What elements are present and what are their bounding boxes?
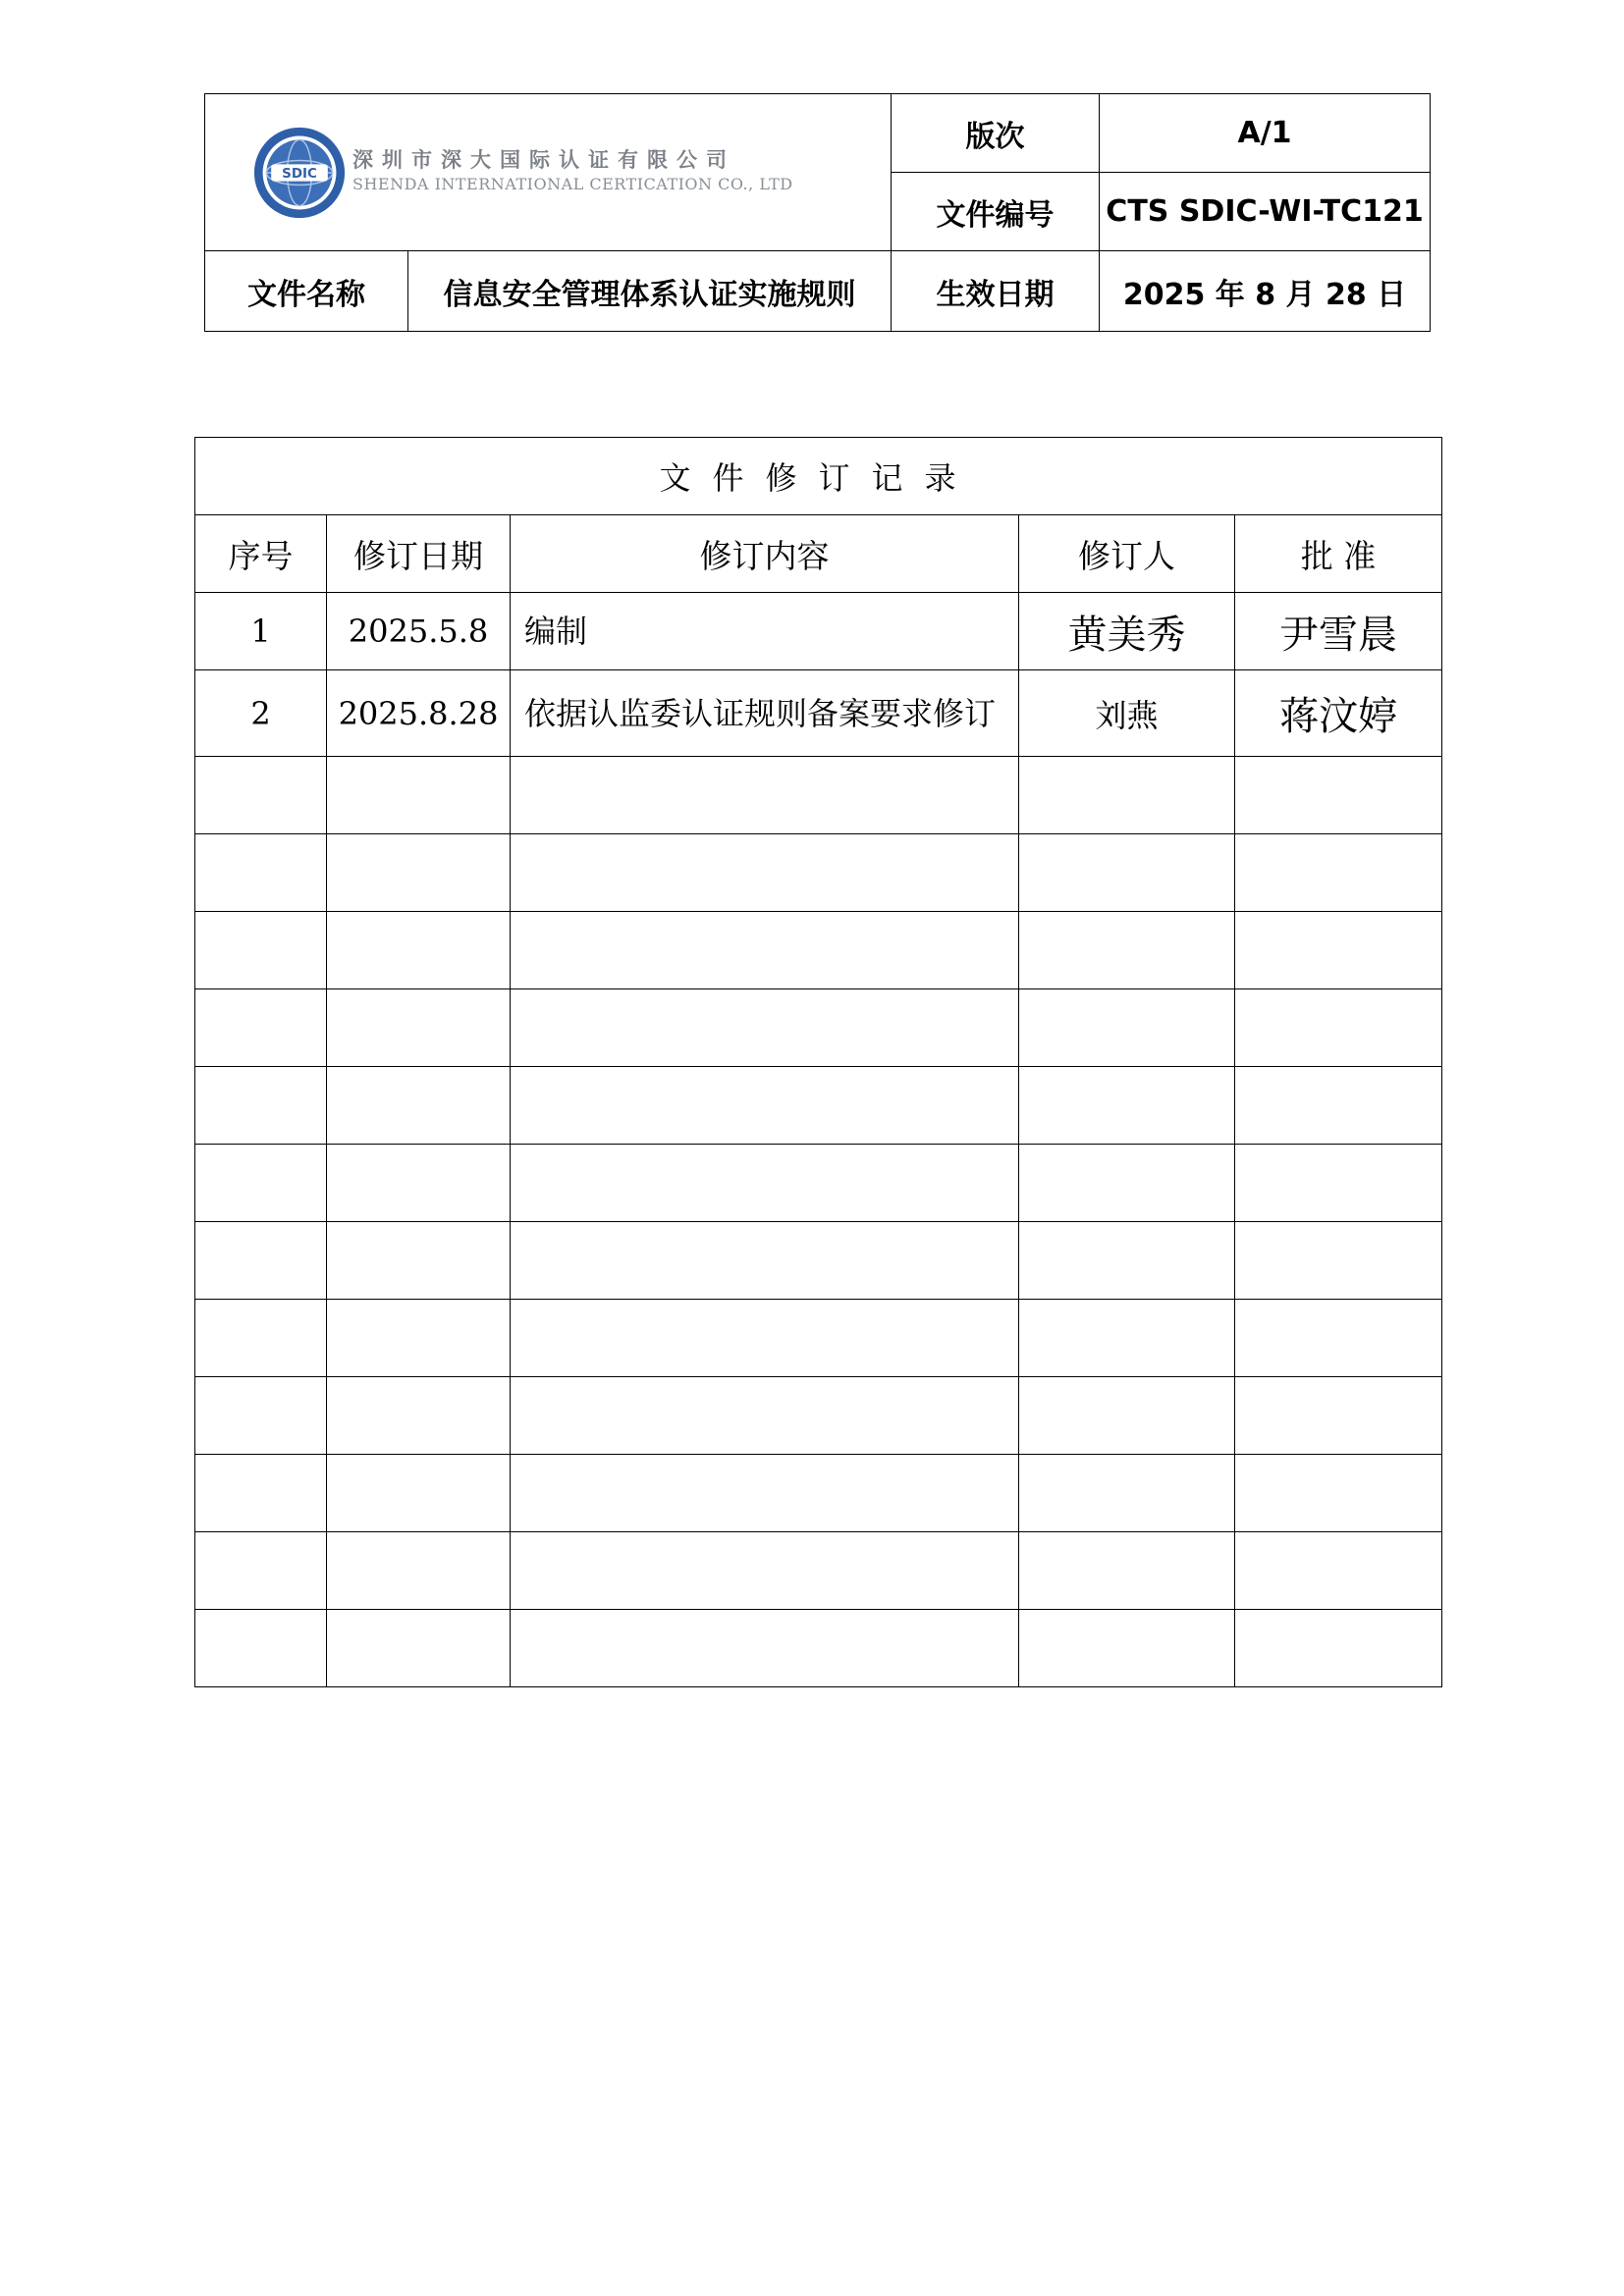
row-no: 1 — [195, 593, 327, 670]
empty-cell — [1235, 1610, 1442, 1687]
table-row — [195, 593, 1442, 670]
row-no: 2 — [195, 670, 327, 757]
revision-record-table — [194, 437, 1442, 1687]
empty-cell — [1019, 1067, 1235, 1145]
version-value: A/1 — [1100, 94, 1431, 173]
empty-cell — [1235, 1222, 1442, 1300]
empty-table-row — [195, 1455, 1442, 1532]
empty-table-row — [195, 989, 1442, 1067]
row-approver-signature: 蒋汶婷 — [1235, 670, 1442, 757]
empty-cell — [195, 1532, 327, 1610]
empty-cell — [511, 912, 1019, 989]
company-emblem-icon — [252, 126, 347, 220]
empty-cell — [327, 1222, 511, 1300]
company-name-cn: 深圳市深大国际认证有限公司 — [352, 146, 735, 172]
table-row — [195, 670, 1442, 757]
company-name-en: SHENDA INTERNATIONAL CERTICATION CO., LTD — [352, 174, 793, 193]
doc-number-label: 文件编号 — [892, 173, 1100, 251]
empty-cell — [511, 1455, 1019, 1532]
empty-cell — [1235, 1067, 1442, 1145]
empty-cell — [195, 912, 327, 989]
empty-cell — [195, 1222, 327, 1300]
empty-cell — [195, 1067, 327, 1145]
empty-cell — [511, 1067, 1019, 1145]
empty-cell — [1235, 757, 1442, 834]
empty-cell — [1235, 1300, 1442, 1377]
empty-cell — [327, 1067, 511, 1145]
empty-cell — [1019, 1377, 1235, 1455]
empty-cell — [327, 1455, 511, 1532]
empty-cell — [195, 1455, 327, 1532]
empty-cell — [195, 834, 327, 912]
empty-cell — [1235, 834, 1442, 912]
row-reviser-signature: 刘燕 — [1019, 670, 1235, 757]
version-label: 版次 — [892, 94, 1100, 173]
row-date: 2025.5.8 — [327, 593, 511, 670]
empty-cell — [195, 989, 327, 1067]
empty-cell — [511, 989, 1019, 1067]
empty-cell — [327, 912, 511, 989]
empty-cell — [195, 1145, 327, 1222]
company-logo-cell — [205, 94, 892, 251]
empty-cell — [327, 1532, 511, 1610]
empty-cell — [195, 1300, 327, 1377]
empty-cell — [511, 757, 1019, 834]
empty-cell — [1235, 912, 1442, 989]
empty-cell — [195, 1610, 327, 1687]
doc-name-value: 信息安全管理体系认证实施规则 — [408, 251, 892, 332]
empty-table-row — [195, 1300, 1442, 1377]
document-header — [204, 93, 1431, 332]
empty-cell — [511, 1610, 1019, 1687]
empty-cell — [327, 1610, 511, 1687]
empty-cell — [511, 1532, 1019, 1610]
empty-cell — [327, 1145, 511, 1222]
empty-table-row — [195, 834, 1442, 912]
empty-cell — [1235, 1145, 1442, 1222]
empty-table-row — [195, 1222, 1442, 1300]
empty-cell — [327, 989, 511, 1067]
empty-cell — [1019, 1300, 1235, 1377]
empty-cell — [511, 1377, 1019, 1455]
empty-cell — [1019, 834, 1235, 912]
effective-date-value: 2025 年 8 月 28 日 — [1100, 251, 1431, 332]
empty-cell — [327, 1300, 511, 1377]
empty-table-row — [195, 1145, 1442, 1222]
empty-cell — [1019, 1455, 1235, 1532]
empty-cell — [1019, 1532, 1235, 1610]
empty-cell — [195, 757, 327, 834]
empty-table-row — [195, 1532, 1442, 1610]
empty-cell — [327, 757, 511, 834]
empty-cell — [1019, 989, 1235, 1067]
row-reviser-signature: 黄美秀 — [1019, 593, 1235, 670]
column-header-date: 修订日期 — [327, 515, 511, 593]
column-header-approver: 批 准 — [1235, 515, 1442, 593]
effective-date-label: 生效日期 — [892, 251, 1100, 332]
empty-table-row — [195, 912, 1442, 989]
empty-cell — [1019, 757, 1235, 834]
empty-cell — [511, 1222, 1019, 1300]
empty-cell — [1235, 1455, 1442, 1532]
empty-cell — [511, 1300, 1019, 1377]
empty-table-row — [195, 1377, 1442, 1455]
empty-cell — [1019, 912, 1235, 989]
row-content: 编制 — [511, 593, 1019, 670]
svg-text:SDIC: SDIC — [282, 166, 317, 182]
empty-table-row — [195, 1067, 1442, 1145]
empty-cell — [1019, 1145, 1235, 1222]
empty-cell — [327, 1377, 511, 1455]
empty-cell — [1235, 989, 1442, 1067]
doc-number-value: CTS SDIC-WI-TC121 — [1100, 173, 1431, 251]
empty-cell — [511, 834, 1019, 912]
column-header-content: 修订内容 — [511, 515, 1019, 593]
row-approver-signature: 尹雪晨 — [1235, 593, 1442, 670]
revision-table-title: 文件修订记录 — [195, 438, 1442, 515]
revision-table-header — [195, 515, 1442, 593]
empty-cell — [1235, 1377, 1442, 1455]
empty-cell — [1019, 1610, 1235, 1687]
empty-cell — [511, 1145, 1019, 1222]
doc-name-label: 文件名称 — [205, 251, 408, 332]
empty-table-row — [195, 1610, 1442, 1687]
row-content: 依据认监委认证规则备案要求修订 — [511, 670, 1019, 757]
empty-cell — [1235, 1532, 1442, 1610]
empty-cell — [327, 834, 511, 912]
empty-cell — [195, 1377, 327, 1455]
column-header-no: 序号 — [195, 515, 327, 593]
row-date: 2025.8.28 — [327, 670, 511, 757]
empty-table-row — [195, 757, 1442, 834]
empty-cell — [1019, 1222, 1235, 1300]
column-header-reviser: 修订人 — [1019, 515, 1235, 593]
